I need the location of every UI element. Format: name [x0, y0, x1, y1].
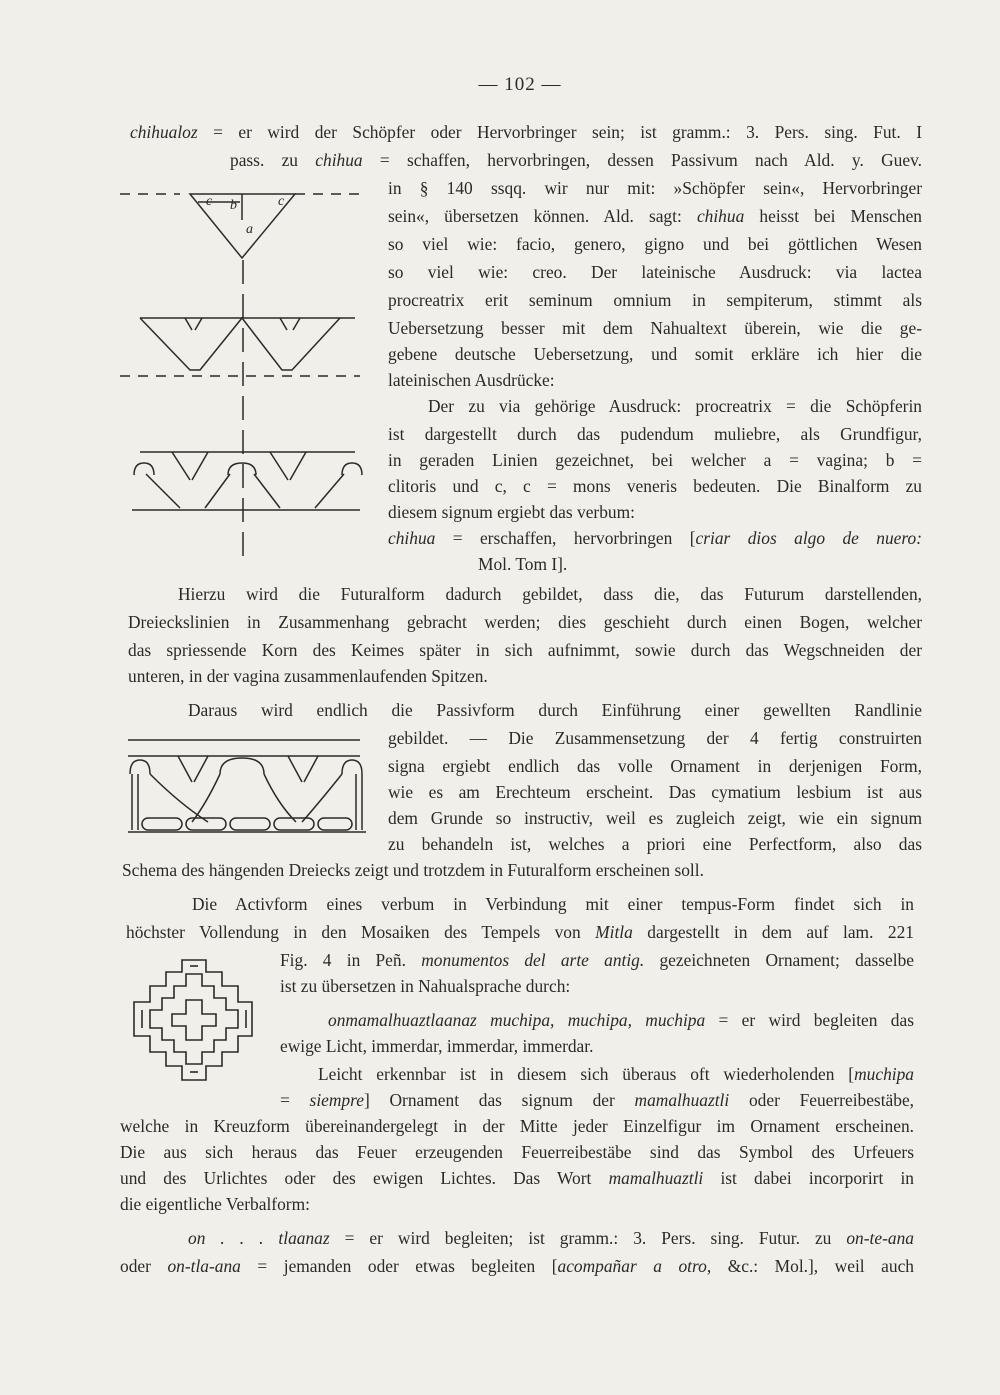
text-segment: lateinischen Ausdrücke:: [388, 370, 555, 390]
text-segment: Die aus sich heraus das Feuer erzeugenden Feuerreibestäbe sind das Symbol des Urfeuers: [120, 1142, 914, 1162]
text-line: [388, 450, 922, 470]
text-segment: sein«, übersetzen können. Ald. sagt:: [388, 206, 697, 226]
mitla-mosaic-figure: [128, 956, 260, 1088]
label-c-left: c: [206, 194, 213, 209]
text-segment: die eigentliche Verbalform:: [120, 1194, 310, 1214]
italic-text: chihua: [388, 528, 436, 548]
text-line: [388, 290, 922, 310]
text-segment: ewige Licht, immerdar, immerdar, immerdar.: [280, 1036, 594, 1056]
italic-text: on . . . tlaanaz: [188, 1228, 330, 1248]
text-segment: ist dabei incorporirt in: [703, 1168, 914, 1188]
text-segment: gezeichneten Ornament; dasselbe: [644, 950, 915, 970]
text-segment: so viel wie: creo. Der lateinische Ausdruck: via lactea: [388, 262, 922, 282]
italic-text: onmamalhuaztlaanaz muchipa, muchipa, muchipa: [328, 1010, 706, 1030]
text-line: [388, 344, 922, 364]
text-line: [388, 808, 922, 828]
text-line: [188, 700, 922, 720]
italic-text: mamalhuaztli: [634, 1090, 730, 1110]
italic-text: chihualoz: [130, 122, 198, 142]
text-segment: wie es am Erechteum erscheint. Das cymatium lesbium ist aus: [388, 782, 922, 802]
text-segment: oder Feuerreibestäbe,: [729, 1090, 915, 1110]
text-line: [128, 666, 488, 686]
text-segment: Der zu via gehörige Ausdruck: procreatrix = die Schöpferin: [428, 396, 922, 416]
text-segment: in § 140 ssqq. wir nur mit: »Schöpfer sein«, Hervorbringer: [388, 178, 922, 198]
italic-text: chihua: [696, 206, 745, 226]
italic-text: monumentos del arte antig.: [421, 950, 645, 970]
text-segment: Uebersetzung besser mit dem Nahualtext überein, wie die ge-: [388, 318, 922, 338]
text-segment: signa ergiebt endlich das volle Ornament in derjenigen Form,: [388, 756, 922, 776]
text-segment: = er wird begleiten; ist gramm.: 3. Pers. sing. Futur. zu: [329, 1228, 847, 1248]
text-line: [388, 178, 922, 198]
italic-text: on-tla-ana: [167, 1256, 241, 1276]
label-c-right: c: [278, 194, 285, 209]
page-number: — 102 —: [478, 74, 562, 95]
text-segment: ] Ornament das signum der: [363, 1090, 635, 1110]
text-line: [128, 640, 922, 660]
text-segment: = er wird der Schöpfer oder Hervorbringer sein; ist gramm.: 3. Pers. sing. Fut. I: [197, 122, 922, 142]
text-segment: Leicht erkennbar ist in diesem sich überaus oft wiederholenden [: [318, 1064, 855, 1084]
text-segment: Mol. Tom I].: [478, 554, 568, 574]
text-segment: das spriessende Korn des Keimes später in sich aufnimmt, sowie durch das Wegschneiden der: [128, 640, 922, 660]
italic-text: criar dios algo de nuero:: [695, 528, 922, 548]
text-segment: = erschaffen, hervorbringen [: [435, 528, 696, 548]
text-line: [120, 1194, 310, 1214]
text-line: [280, 1036, 593, 1056]
text-line: [120, 1256, 914, 1276]
text-segment: pass. zu: [230, 150, 316, 170]
text-segment: Fig. 4 in Peñ.: [280, 950, 422, 970]
text-line: [388, 834, 922, 854]
text-segment: ist dargestellt durch das pudendum muliebre, als Grundfigur,: [388, 424, 922, 444]
text-segment: diesem signum ergiebt das verbum:: [388, 502, 635, 522]
italic-text: siempre: [309, 1090, 364, 1110]
text-segment: unteren, in der vagina zusammenlaufenden Spitzen.: [128, 666, 488, 686]
text-segment: , &c.: Mol.], weil auch: [706, 1256, 914, 1276]
text-line: [428, 396, 922, 416]
text-line: [388, 262, 922, 282]
text-segment: dargestellt in dem auf lam. 221: [632, 922, 914, 942]
text-segment: clitoris und c, c = mons veneris bedeuten. Die Binalform zu: [388, 476, 922, 496]
text-line: [192, 894, 914, 914]
italic-text: mamalhuaztli: [608, 1168, 704, 1188]
text-line: [188, 1228, 914, 1248]
text-line: [388, 728, 922, 748]
text-segment: welche in Kreuzform übereinandergelegt in der Mitte jeder Einzelfigur im Ornament erscheinen.: [120, 1116, 914, 1136]
text-segment: zu behandeln ist, welches a priori eine Perfectform, also das: [388, 834, 922, 854]
text-line: [126, 922, 914, 942]
text-segment: = er wird begleiten das: [705, 1010, 914, 1030]
text-line: [388, 234, 922, 254]
text-segment: =: [280, 1090, 310, 1110]
text-segment: = jemanden oder etwas begleiten [: [240, 1256, 558, 1276]
text-segment: gebene deutsche Uebersetzung, und somit erkläre ich hier die: [388, 344, 922, 364]
text-line: [388, 502, 635, 522]
text-line: [280, 950, 914, 970]
italic-text: acompañar a otro: [557, 1256, 707, 1276]
triangle-sign-figure: [110, 180, 370, 580]
text-line: [230, 150, 922, 170]
text-segment: höchster Vollendung in den Mosaiken des Tempels von: [126, 922, 596, 942]
text-line: [280, 976, 570, 996]
text-line: [388, 528, 922, 548]
text-segment: oder: [120, 1256, 168, 1276]
text-segment: gebildet. — Die Zusammensetzung der 4 fertig construirten: [388, 728, 922, 748]
cymatium-ornament-figure: [120, 734, 370, 834]
text-line: [120, 1142, 914, 1162]
text-line: [388, 318, 922, 338]
text-line: [122, 860, 704, 880]
text-segment: procreatrix erit seminum omnium in sempiterum, stimmt als: [388, 290, 922, 310]
italic-text: on-te-ana: [846, 1228, 914, 1248]
text-line: [388, 476, 922, 496]
italic-text: Mitla: [595, 922, 633, 942]
text-line: [388, 782, 922, 802]
text-segment: Dreieckslinien in Zusammenhang gebracht werden; dies geschieht durch einen Bogen, welcher: [128, 612, 922, 632]
text-line: [130, 122, 922, 142]
text-line: [388, 206, 922, 226]
text-segment: ist zu übersetzen in Nahualsprache durch:: [280, 976, 571, 996]
text-line: [120, 1168, 914, 1188]
text-segment: Hierzu wird die Futuralform dadurch gebildet, dass die, das Futurum darstellenden,: [178, 584, 922, 604]
text-line: [478, 554, 567, 574]
text-segment: und des Urlichtes oder des ewigen Lichtes. Das Wort: [120, 1168, 609, 1188]
text-line: [388, 756, 922, 776]
text-line: [128, 612, 922, 632]
text-line: [178, 584, 922, 604]
text-line: [318, 1064, 914, 1084]
text-segment: dem Grunde so instructiv, weil es zugleich zeigt, wie ein signum: [388, 808, 922, 828]
text-line: [328, 1010, 914, 1030]
italic-text: muchipa: [854, 1064, 914, 1084]
text-segment: so viel wie: facio, genero, gigno und bei göttlichen Wesen: [388, 234, 922, 254]
text-segment: Die Activform eines verbum in Verbindung mit einer tempus-Form findet sich in: [192, 894, 914, 914]
label-b: b: [230, 198, 237, 213]
label-a: a: [246, 222, 253, 237]
text-line: [120, 1116, 914, 1136]
text-segment: Schema des hängenden Dreiecks zeigt und trotzdem in Futuralform erscheinen soll.: [122, 860, 704, 880]
text-segment: = schaffen, hervorbringen, dessen Passivum nach Ald. y. Guev.: [362, 150, 922, 170]
text-line: [388, 424, 922, 444]
text-segment: in geraden Linien gezeichnet, bei welcher a = vagina; b =: [388, 450, 922, 470]
text-line: [388, 370, 555, 390]
text-line: [280, 1090, 914, 1110]
text-segment: Daraus wird endlich die Passivform durch Einführung einer gewellten Randlinie: [188, 700, 922, 720]
text-segment: heisst bei Menschen: [744, 206, 923, 226]
italic-text: chihua: [315, 150, 363, 170]
